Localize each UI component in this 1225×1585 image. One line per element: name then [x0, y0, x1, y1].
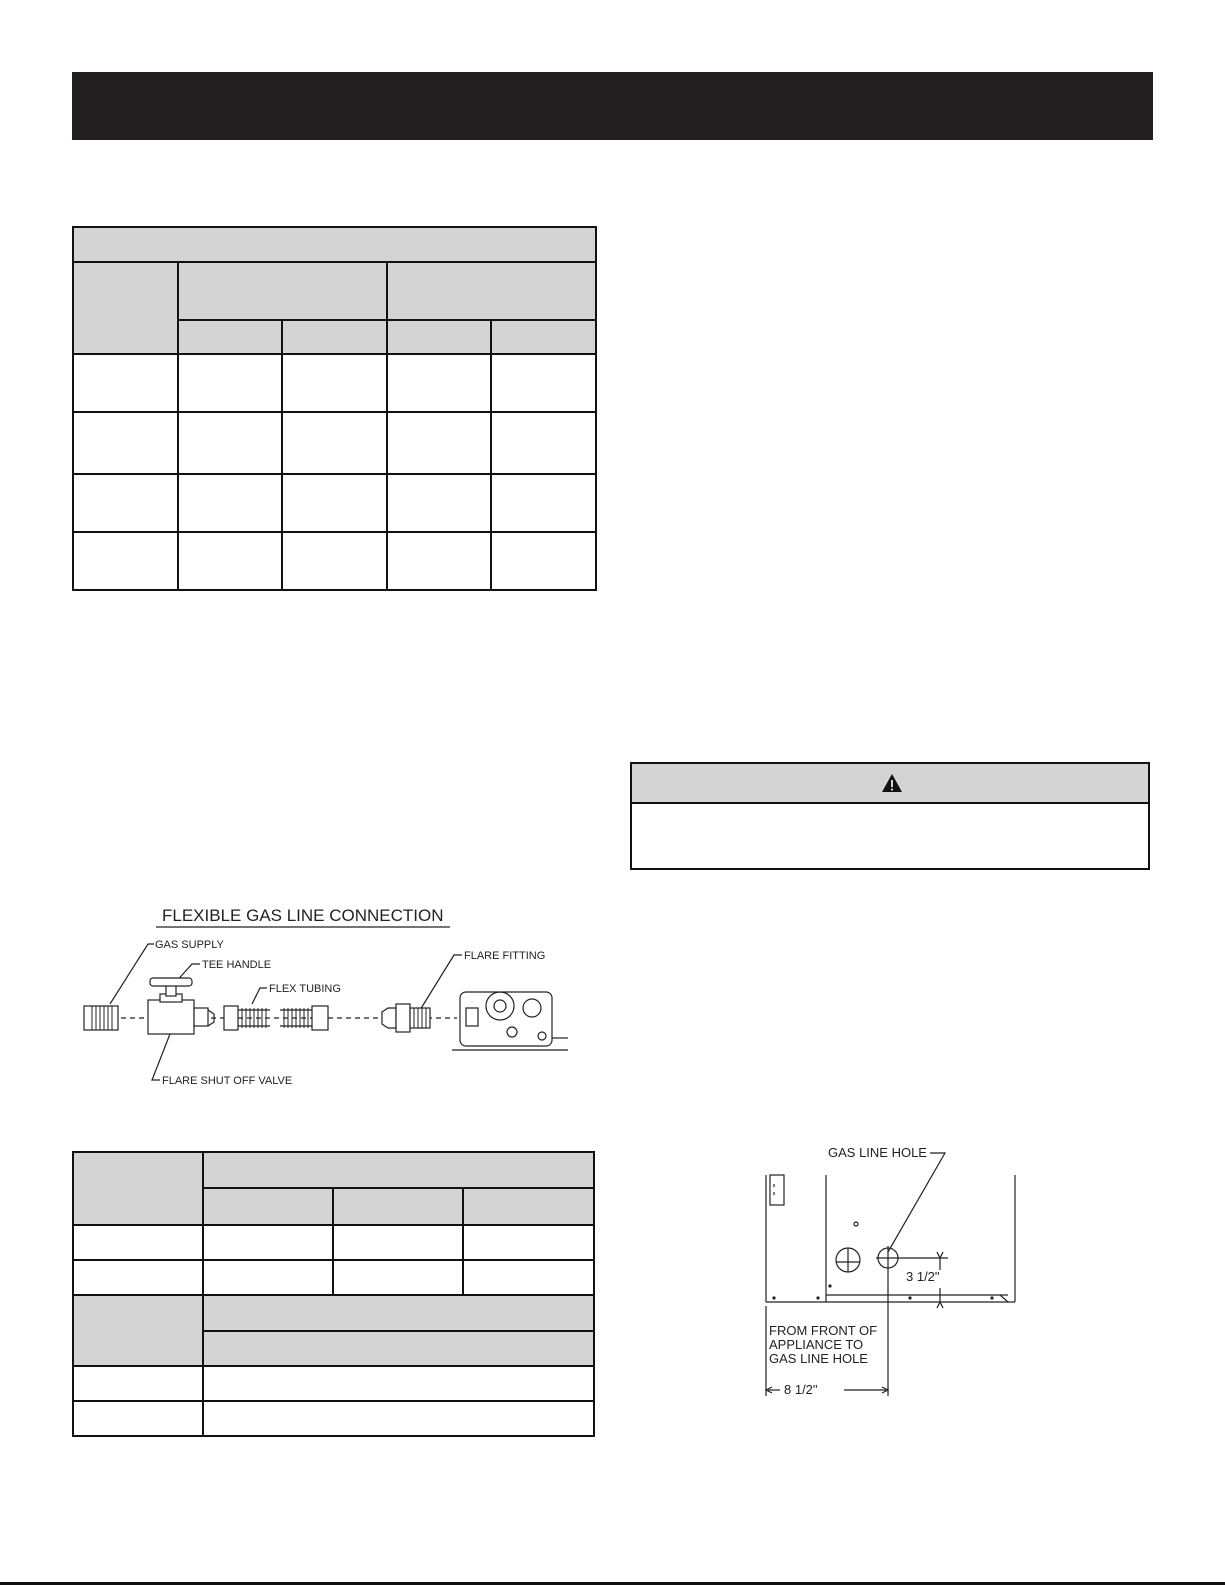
table-subheader-cell: [387, 320, 491, 354]
flare-shut-off-valve-label: FLARE SHUT OFF VALVE: [162, 1075, 293, 1087]
table-row: [73, 1401, 594, 1436]
front-label-line1: FROM FRONT OF: [769, 1323, 878, 1338]
table-header-cell: [203, 1295, 594, 1331]
page-header-bar: [72, 72, 1153, 140]
table-header-cell: [73, 262, 178, 354]
gas-line-hole-figure: [760, 1140, 1020, 1410]
table-header-cell: [203, 1152, 594, 1188]
figure1-title: FLEXIBLE GAS LINE CONNECTION: [162, 906, 444, 925]
table-subheader-cell: [491, 320, 596, 354]
table-row: [73, 474, 596, 532]
table-row: [73, 1260, 594, 1295]
table-row: [73, 1366, 594, 1401]
table-title-cell: [73, 227, 596, 262]
flex-tubing-label: FLEX TUBING: [269, 983, 341, 995]
table-subheader-cell: [203, 1188, 333, 1225]
table-row: [73, 1225, 594, 1260]
gas-supply-label: GAS SUPPLY: [155, 939, 224, 951]
table-subheader-cell: [333, 1188, 463, 1225]
height-dimension-label: 3 1/2": [906, 1269, 940, 1284]
table-subheader-cell: [463, 1188, 594, 1225]
gas-pressure-table: [72, 226, 597, 591]
warning-box: [630, 762, 1150, 870]
width-dimension-label: 8 1/2": [784, 1382, 818, 1397]
front-label-line3: GAS LINE HOLE: [769, 1351, 868, 1366]
table-row: [73, 532, 596, 590]
table-header-cell: [178, 262, 387, 320]
table-subheader-cell: [178, 320, 282, 354]
front-label-line2: APPLIANCE TO: [769, 1337, 864, 1352]
table-subheader-cell: [203, 1331, 594, 1366]
warning-header: [632, 764, 1148, 804]
table-header-cell: [387, 262, 596, 320]
tee-handle-label: TEE HANDLE: [202, 959, 272, 971]
gas-line-hole-label: GAS LINE HOLE: [828, 1145, 927, 1160]
gas-line-sizing-table: [72, 1151, 595, 1437]
table-subheader-cell: [282, 320, 387, 354]
flexible-gas-line-figure: [72, 900, 572, 1100]
table-header-cell: [73, 1152, 203, 1225]
table-header-cell: [73, 1295, 203, 1366]
table-row: [73, 412, 596, 474]
flare-fitting-label: FLARE FITTING: [464, 950, 546, 962]
table-row: [73, 354, 596, 412]
warning-triangle-icon: [881, 773, 903, 793]
